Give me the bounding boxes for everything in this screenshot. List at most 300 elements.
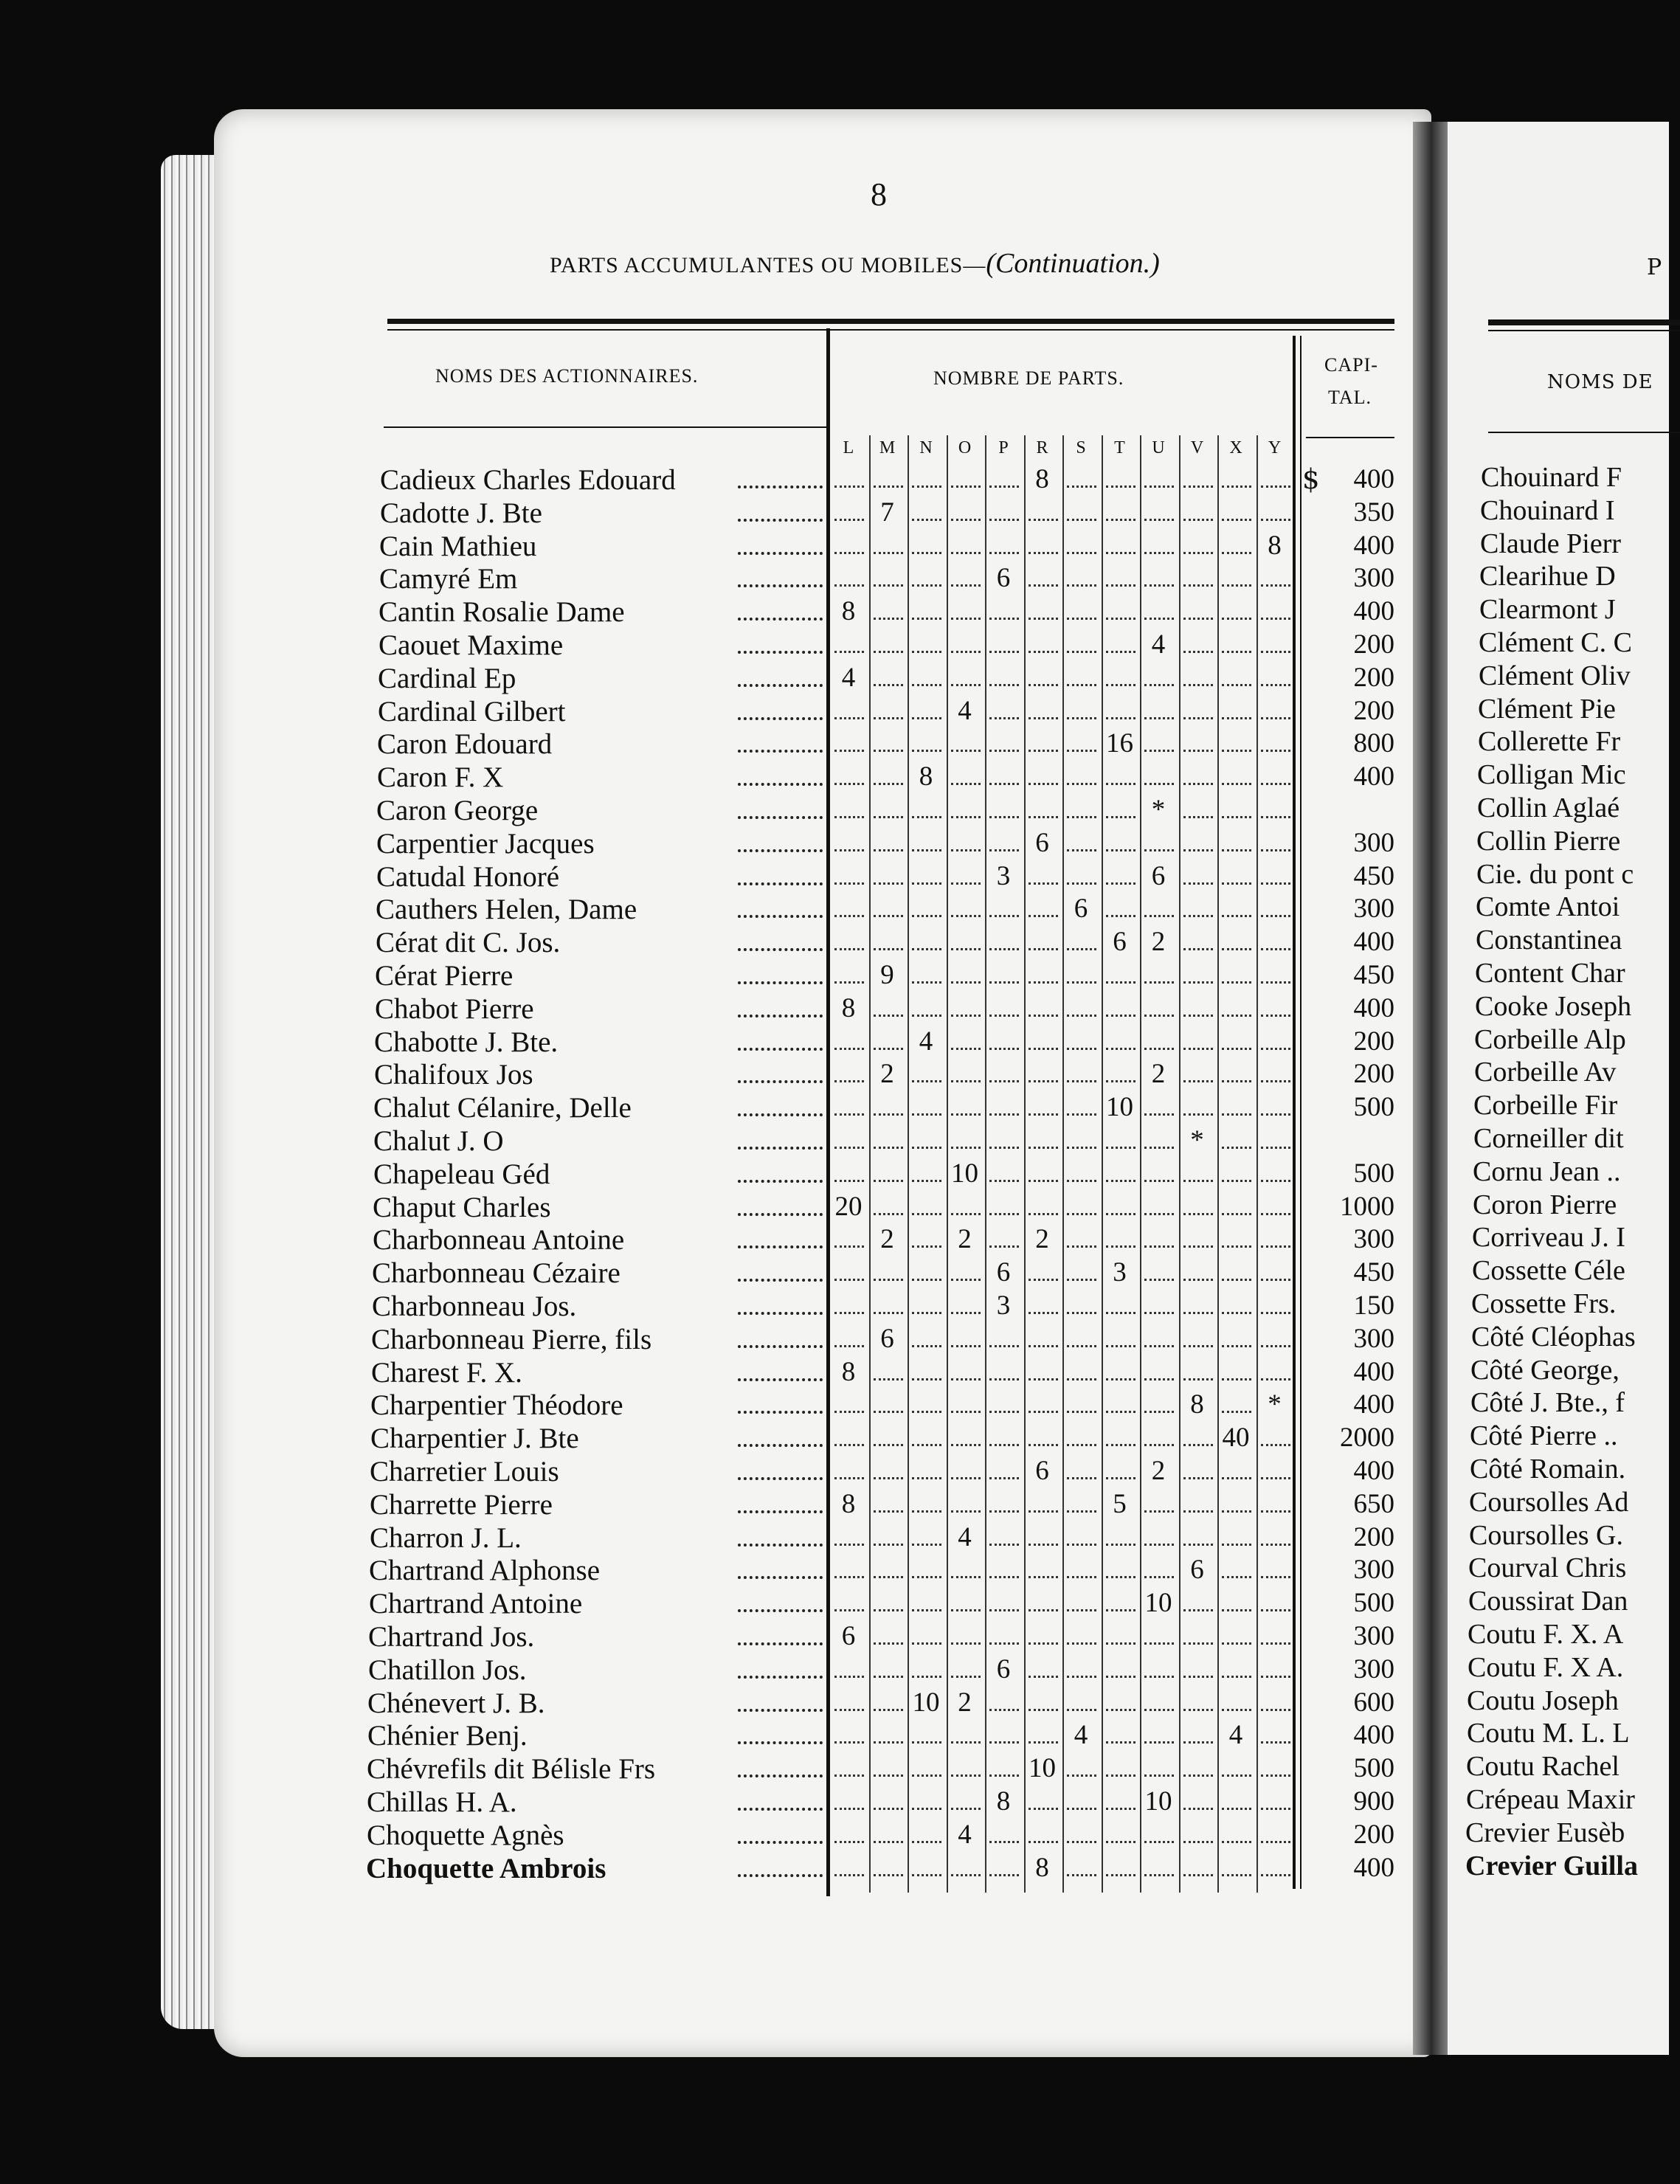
dot-leader	[738, 1213, 823, 1216]
share-column-n: N	[919, 438, 933, 457]
share-cell-m	[874, 1620, 903, 1645]
dot-leader	[738, 1808, 823, 1811]
capital-column-divider	[1293, 336, 1296, 1889]
share-cell-m	[874, 827, 903, 851]
share-cell-t	[1106, 463, 1135, 488]
share-cell-o	[951, 530, 981, 554]
share-cell-n	[912, 1356, 941, 1380]
shareholder-name: Chillas H. A.	[367, 1786, 517, 1818]
page-number: 8	[871, 176, 887, 212]
share-cell-o	[951, 1852, 981, 1876]
share-cell-s	[1067, 1323, 1096, 1347]
right-page-name: Corbeille Alp	[1474, 1023, 1626, 1055]
capital-value: 300	[1353, 1224, 1394, 1255]
share-cell-v	[1183, 595, 1213, 620]
share-cell-x	[1222, 926, 1251, 950]
dot-leader	[738, 519, 823, 522]
shareholder-name: Charbonneau Antoine	[373, 1224, 625, 1257]
share-cell-u: 10	[1144, 1588, 1172, 1619]
share-cell-v	[1183, 1323, 1213, 1347]
share-cell-r	[1029, 530, 1058, 554]
share-cell-u	[1144, 1389, 1174, 1413]
share-cell-u	[1144, 595, 1174, 620]
capital-value: 400	[1353, 1720, 1394, 1751]
share-cell-p	[989, 1554, 1019, 1578]
share-cell-x	[1222, 1852, 1251, 1876]
share-cell-m	[874, 1819, 903, 1843]
share-cell-u	[1144, 1356, 1174, 1380]
share-cell-n	[912, 1158, 941, 1182]
dot-leader	[738, 1048, 823, 1051]
share-cell-n	[912, 1191, 941, 1215]
share-cell-n	[912, 1587, 941, 1611]
share-cell-p	[989, 1521, 1019, 1546]
share-column-v: V	[1190, 438, 1204, 457]
share-cell-m	[874, 695, 903, 719]
share-cell-o	[951, 1455, 981, 1479]
share-cell-p	[989, 1587, 1019, 1611]
share-cell-o	[951, 629, 981, 653]
share-cell-o	[951, 1124, 981, 1149]
right-page-name: Cossette Céle	[1472, 1255, 1625, 1287]
right-page-name: Côté Cléophas	[1471, 1321, 1636, 1352]
share-cell-m	[874, 794, 903, 818]
right-page-name: Coussirat Dan	[1468, 1586, 1628, 1617]
share-cell-p	[989, 1389, 1019, 1413]
shareholder-name: Charbonneau Jos.	[372, 1290, 577, 1322]
share-cell-x	[1222, 1687, 1251, 1711]
share-cell-t	[1106, 893, 1135, 917]
share-cell-n: 10	[912, 1687, 940, 1718]
share-cell-y: 8	[1268, 530, 1282, 561]
share-cell-n	[912, 1620, 941, 1645]
shareholder-name: Charrette Pierre	[370, 1488, 553, 1521]
right-page-name: Côté George,	[1470, 1354, 1619, 1386]
share-cell-t	[1106, 761, 1135, 785]
share-cell-v	[1183, 959, 1213, 984]
share-cell-y	[1261, 1488, 1290, 1513]
share-cell-y	[1261, 1356, 1290, 1380]
share-cell-l: 20	[834, 1191, 863, 1222]
share-cell-s	[1067, 629, 1096, 653]
right-page-name: Corbeille Av	[1474, 1057, 1617, 1088]
share-cell-o	[951, 1719, 981, 1744]
share-cell-l	[834, 695, 864, 719]
share-cell-l	[834, 926, 864, 950]
share-cell-v	[1183, 1091, 1213, 1116]
share-cell-m	[874, 1687, 903, 1711]
right-page-name: Coutu F. X A.	[1468, 1651, 1624, 1683]
capital-value: 300	[1353, 1653, 1394, 1684]
share-cell-o	[951, 595, 981, 620]
share-cell-m: 9	[880, 960, 894, 990]
share-cell-n	[912, 794, 941, 818]
share-cell-p	[989, 1323, 1019, 1347]
share-cell-x	[1222, 1620, 1251, 1645]
share-cell-u: 6	[1151, 860, 1166, 891]
share-cell-p	[989, 530, 1019, 554]
share-cell-t: 6	[1113, 927, 1127, 958]
share-cell-n	[912, 1819, 941, 1843]
share-cell-p	[989, 1819, 1019, 1843]
share-cell-v	[1183, 1223, 1213, 1248]
share-cell-u: 4	[1151, 629, 1166, 660]
share-cell-v	[1183, 1290, 1213, 1314]
share-cell-v	[1183, 761, 1213, 785]
dot-leader	[738, 1444, 823, 1447]
share-cell-s: 6	[1074, 894, 1088, 925]
share-cell-r	[1029, 1026, 1058, 1050]
capital-value: 400	[1353, 464, 1394, 494]
dot-leader	[738, 915, 823, 918]
share-cell-y	[1261, 1521, 1290, 1546]
column-header-capital-2: TAL.	[1328, 387, 1372, 408]
share-cell-p	[989, 728, 1019, 752]
share-column-x: X	[1229, 438, 1242, 457]
share-cell-v	[1183, 992, 1213, 1017]
share-cell-y	[1261, 1158, 1290, 1182]
shareholder-name: Chabot Pierre	[375, 992, 534, 1025]
share-cell-p	[989, 1455, 1019, 1479]
share-cell-m	[874, 1356, 903, 1380]
share-cell-t	[1106, 959, 1135, 984]
right-subheader-rule	[1488, 432, 1680, 433]
capital-value: 300	[1353, 894, 1394, 925]
capital-value: 400	[1353, 1389, 1394, 1420]
share-cell-y	[1261, 1653, 1290, 1678]
share-cell-x	[1222, 1786, 1251, 1810]
shareholder-name: Cadieux Charles Edouard	[380, 464, 676, 496]
shareholder-name: Chalut Célanire, Delle	[373, 1092, 632, 1124]
share-cell-l	[834, 1158, 864, 1182]
share-cell-l	[834, 959, 864, 984]
share-cell-r	[1029, 662, 1058, 686]
shareholder-name: Caouet Maxime	[378, 629, 564, 661]
share-cell-o: 2	[958, 1224, 972, 1255]
share-cell-x	[1222, 860, 1251, 885]
share-cell-l: 4	[841, 662, 856, 693]
share-cell-t	[1106, 1323, 1135, 1347]
share-cell-u: 2	[1151, 927, 1166, 958]
share-cell-y: *	[1268, 1389, 1282, 1420]
capital-value: 200	[1353, 695, 1394, 726]
dot-leader	[738, 948, 823, 951]
share-cell-l	[834, 497, 864, 521]
share-cell-m	[874, 1786, 903, 1810]
shareholder-name: Caron Edouard	[377, 728, 553, 761]
share-cell-u	[1144, 1223, 1174, 1248]
share-cell-r	[1029, 1786, 1058, 1810]
share-cell-r: 8	[1035, 464, 1049, 494]
names-column-divider	[826, 328, 830, 1896]
column-header-shares: NOMBRE DE PARTS.	[933, 367, 1124, 389]
share-cell-x	[1222, 761, 1251, 785]
share-cell-y	[1261, 1257, 1290, 1281]
share-cell-s	[1067, 1521, 1096, 1546]
dot-leader	[738, 1774, 823, 1777]
share-cell-o: 4	[958, 1819, 972, 1850]
share-cell-n	[912, 1455, 941, 1479]
share-cell-s	[1067, 1653, 1096, 1678]
share-cell-r: 10	[1029, 1753, 1056, 1784]
dot-leader	[738, 1312, 823, 1315]
dot-leader	[738, 1245, 823, 1248]
share-cell-v	[1183, 1819, 1213, 1843]
right-page-name: Côté Romain.	[1470, 1454, 1626, 1485]
share-cell-x	[1222, 1091, 1251, 1116]
dot-leader	[738, 1709, 823, 1712]
capital-value: 500	[1353, 1092, 1394, 1123]
share-cell-t	[1106, 1158, 1135, 1182]
share-cell-m	[874, 1422, 903, 1446]
share-cell-v	[1183, 1455, 1213, 1479]
share-cell-n	[912, 1290, 941, 1314]
share-cell-u	[1144, 1257, 1174, 1281]
share-cell-l	[834, 1455, 864, 1479]
share-cell-v	[1183, 1653, 1213, 1678]
shareholder-name: Choquette Ambrois	[366, 1852, 606, 1884]
share-column-u: U	[1152, 438, 1165, 457]
share-cell-m	[874, 860, 903, 885]
currency-symbol: $	[1302, 463, 1320, 495]
shareholder-name: Charpentier J. Bte	[370, 1423, 579, 1455]
share-cell-o	[951, 1587, 981, 1611]
share-cell-u	[1144, 662, 1174, 686]
dot-leader	[738, 1279, 823, 1282]
share-cell-l	[834, 893, 864, 917]
shareholder-name: Cérat Pierre	[375, 960, 514, 992]
share-cell-o	[951, 893, 981, 917]
share-column-line	[1062, 435, 1064, 1893]
share-cell-v	[1183, 1752, 1213, 1777]
shareholder-name: Camyré Em	[379, 563, 518, 595]
share-cell-m	[874, 1389, 903, 1413]
share-cell-m	[874, 1554, 903, 1578]
share-cell-s	[1067, 1819, 1096, 1843]
share-cell-y	[1261, 463, 1290, 488]
right-page-name: Corneiller dit	[1473, 1123, 1624, 1154]
share-cell-u	[1144, 1620, 1174, 1645]
shareholder-name: Cauthers Helen, Dame	[376, 894, 637, 926]
share-cell-t	[1106, 1819, 1135, 1843]
share-column-line	[1179, 435, 1181, 1893]
share-cell-x	[1222, 1389, 1251, 1413]
running-head	[550, 247, 1160, 280]
shareholder-name: Chapeleau Géd	[373, 1158, 550, 1190]
share-cell-v	[1183, 926, 1213, 950]
share-cell-y	[1261, 1058, 1290, 1082]
share-cell-n	[912, 926, 941, 950]
capital-value: 500	[1353, 1753, 1394, 1784]
share-cell-v	[1183, 1026, 1213, 1050]
share-cell-x	[1222, 1158, 1251, 1182]
shareholder-name: Cardinal Gilbert	[378, 695, 566, 728]
share-cell-x	[1222, 1819, 1251, 1843]
share-cell-o	[951, 794, 981, 818]
dot-leader	[738, 1642, 823, 1645]
dot-leader	[738, 1113, 823, 1116]
capital-value: 800	[1353, 728, 1394, 759]
share-cell-u	[1144, 463, 1174, 488]
share-cell-u: 10	[1144, 1786, 1172, 1817]
share-cell-o	[951, 1554, 981, 1578]
share-cell-u	[1144, 1323, 1174, 1347]
share-cell-u	[1144, 761, 1174, 785]
dot-leader	[738, 750, 823, 753]
share-cell-l	[834, 1323, 864, 1347]
share-cell-t	[1106, 1687, 1135, 1711]
capital-value: 200	[1353, 1059, 1394, 1090]
share-cell-s	[1067, 992, 1096, 1017]
share-cell-s	[1067, 463, 1096, 488]
share-cell-l: 8	[841, 992, 856, 1023]
share-cell-r: 8	[1035, 1852, 1049, 1883]
share-cell-p	[989, 992, 1019, 1017]
share-cell-x	[1222, 794, 1251, 818]
capital-value: 400	[1353, 927, 1394, 958]
share-cell-n	[912, 1852, 941, 1876]
share-cell-v	[1183, 1257, 1213, 1281]
share-cell-l	[834, 860, 864, 885]
right-page	[1448, 122, 1669, 2055]
share-cell-m	[874, 1521, 903, 1546]
share-cell-x	[1222, 1488, 1251, 1513]
share-cell-x	[1222, 629, 1251, 653]
share-cell-u	[1144, 1554, 1174, 1578]
share-cell-t	[1106, 1719, 1135, 1744]
share-cell-r: 6	[1035, 827, 1049, 858]
share-cell-s	[1067, 1026, 1096, 1050]
capital-value: 200	[1353, 629, 1394, 660]
share-cell-p	[989, 1223, 1019, 1248]
column-header-names: NOMS DES ACTIONNAIRES.	[435, 365, 699, 387]
share-cell-p	[989, 1124, 1019, 1149]
share-cell-v	[1183, 1786, 1213, 1810]
shareholder-name: Chalut J. O	[373, 1125, 504, 1157]
share-cell-r	[1029, 629, 1058, 653]
share-cell-y	[1261, 794, 1290, 818]
share-cell-p: 3	[996, 860, 1011, 891]
share-cell-s	[1067, 1620, 1096, 1645]
dot-leader	[738, 1874, 823, 1877]
share-cell-r: 2	[1035, 1224, 1049, 1255]
share-cell-m	[874, 1158, 903, 1182]
share-cell-y	[1261, 1852, 1290, 1876]
share-cell-l	[834, 794, 864, 818]
share-cell-s	[1067, 827, 1096, 851]
share-cell-x	[1222, 530, 1251, 554]
share-cell-y	[1261, 926, 1290, 950]
share-cell-u	[1144, 1819, 1174, 1843]
capital-value: 200	[1353, 1819, 1394, 1850]
share-cell-o	[951, 1752, 981, 1777]
share-cell-p	[989, 827, 1019, 851]
share-cell-t	[1106, 530, 1135, 554]
share-cell-r	[1029, 1124, 1058, 1149]
share-cell-v	[1183, 1058, 1213, 1082]
share-cell-y	[1261, 1455, 1290, 1479]
share-column-p: P	[998, 438, 1009, 457]
share-cell-x	[1222, 1290, 1251, 1314]
share-cell-r	[1029, 992, 1058, 1017]
share-cell-n	[912, 1786, 941, 1810]
share-cell-m	[874, 530, 903, 554]
share-cell-t	[1106, 1587, 1135, 1611]
right-page-name: Collin Aglaé	[1477, 792, 1620, 823]
capital-value: 300	[1353, 1555, 1394, 1586]
share-cell-n	[912, 728, 941, 752]
share-cell-l	[834, 1389, 864, 1413]
share-cell-x	[1222, 695, 1251, 719]
share-cell-o	[951, 497, 981, 521]
share-cell-s	[1067, 1158, 1096, 1182]
share-cell-y	[1261, 1819, 1290, 1843]
share-cell-v	[1183, 794, 1213, 818]
share-cell-l	[834, 1290, 864, 1314]
capital-value: 400	[1353, 1852, 1394, 1883]
share-cell-r	[1029, 926, 1058, 950]
share-cell-o	[951, 1488, 981, 1513]
share-cell-u	[1144, 1191, 1174, 1215]
shareholder-name: Charpentier Théodore	[370, 1389, 623, 1422]
share-cell-x	[1222, 1356, 1251, 1380]
share-cell-y	[1261, 1554, 1290, 1578]
share-cell-s	[1067, 1786, 1096, 1810]
share-cell-o	[951, 959, 981, 984]
share-cell-s	[1067, 1687, 1096, 1711]
right-header-rule	[1488, 319, 1680, 325]
share-cell-l: 8	[841, 596, 856, 627]
share-cell-r	[1029, 794, 1058, 818]
share-cell-m	[874, 1719, 903, 1744]
share-cell-x	[1222, 463, 1251, 488]
share-cell-y	[1261, 1124, 1290, 1149]
dot-leader	[738, 684, 823, 687]
share-cell-x	[1222, 959, 1251, 984]
share-cell-v	[1183, 1687, 1213, 1711]
share-cell-t: 10	[1106, 1092, 1133, 1123]
share-cell-s	[1067, 728, 1096, 752]
share-cell-r: 6	[1035, 1456, 1049, 1486]
share-cell-p: 6	[996, 1257, 1011, 1288]
share-cell-x	[1222, 1223, 1251, 1248]
share-cell-r	[1029, 1819, 1058, 1843]
dot-leader	[738, 1544, 823, 1547]
share-cell-t	[1106, 1223, 1135, 1248]
share-cell-s	[1067, 959, 1096, 984]
dot-leader	[738, 618, 823, 621]
share-cell-p	[989, 497, 1019, 521]
dot-leader	[738, 1477, 823, 1480]
share-cell-l	[834, 530, 864, 554]
share-cell-o	[951, 1257, 981, 1281]
share-cell-p	[989, 1158, 1019, 1182]
share-cell-u	[1144, 893, 1174, 917]
column-header-capital-1: CAPI-	[1324, 354, 1378, 376]
share-cell-n	[912, 662, 941, 686]
share-cell-l	[834, 562, 864, 587]
share-cell-n	[912, 893, 941, 917]
share-cell-x	[1222, 497, 1251, 521]
share-cell-o	[951, 827, 981, 851]
share-cell-v: *	[1190, 1125, 1204, 1155]
capital-value: 150	[1353, 1290, 1394, 1321]
share-cell-n	[912, 860, 941, 885]
share-cell-t: 5	[1113, 1488, 1127, 1519]
dot-leader	[738, 1576, 823, 1579]
right-column-header-names: NOMS DE	[1547, 371, 1653, 393]
share-cell-r	[1029, 959, 1058, 984]
